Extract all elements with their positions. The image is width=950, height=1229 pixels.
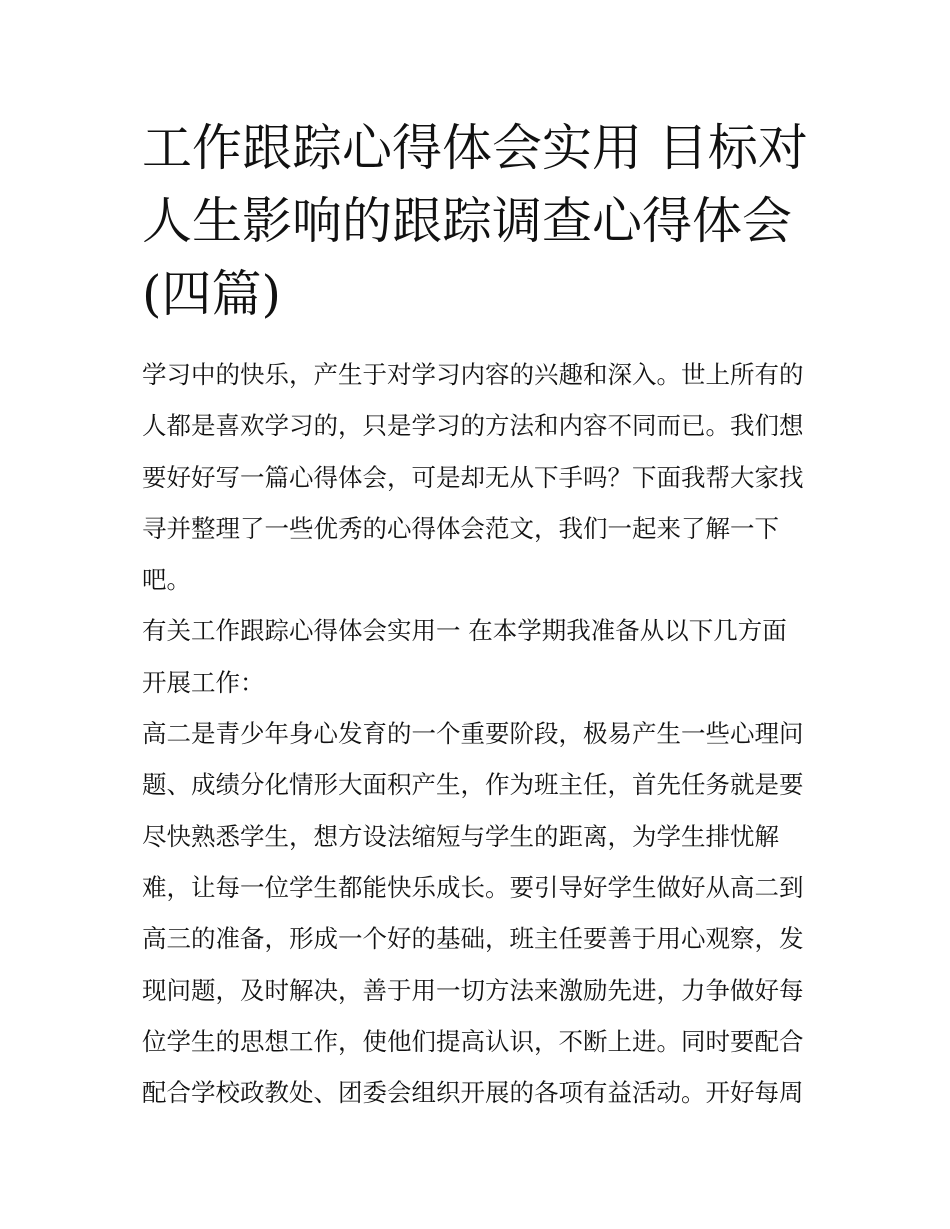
body-line: 寻并整理了一些优秀的心得体会范文，我们一起来了解一下 [142, 513, 779, 543]
body-line: 吧。 [142, 565, 191, 595]
title-line: 人生影响的跟踪调查心得体会 [142, 192, 792, 250]
title-line: 工作跟踪心得体会实用 目标对 [142, 119, 808, 177]
body-line: 有关工作跟踪心得体会实用一 在本学期我准备从以下几方面 [142, 616, 787, 646]
body-line: 人都是喜欢学习的，只是学习的方法和内容不同而已。我们想 [142, 411, 804, 441]
body-line: 配合学校政教处、团委会组织开展的各项有益活动。开好每周 [142, 1078, 804, 1108]
body-line: 要好好写一篇心得体会，可是却无从下手吗？下面我帮大家找 [142, 462, 804, 492]
body-line: 尽快熟悉学生，想方设法缩短与学生的距离，为学生排忧解 [142, 821, 779, 851]
body-line: 难，让每一位学生都能快乐成长。要引导好学生做好从高二到 [142, 872, 804, 902]
body-line: 位学生的思想工作，使他们提高认识，不断上进。同时要配合 [142, 1026, 804, 1056]
body-line: 高二是青少年身心发育的一个重要阶段，极易产生一些心理问 [142, 719, 804, 749]
document-title [142, 112, 814, 331]
body-line: 开展工作： [142, 667, 265, 697]
document-body [142, 349, 814, 1118]
body-line: 现问题，及时解决，善于用一切方法来激励先进，力争做好每 [142, 975, 804, 1005]
document-page [142, 112, 814, 1118]
body-line: 题、成绩分化情形大面积产生，作为班主任，首先任务就是要 [142, 770, 804, 800]
body-line: 高三的准备，形成一个好的基础，班主任要善于用心观察，发 [142, 924, 804, 954]
body-line: 学习中的快乐，产生于对学习内容的兴趣和深入。世上所有的 [142, 360, 804, 389]
title-line: (四篇) [142, 265, 282, 323]
